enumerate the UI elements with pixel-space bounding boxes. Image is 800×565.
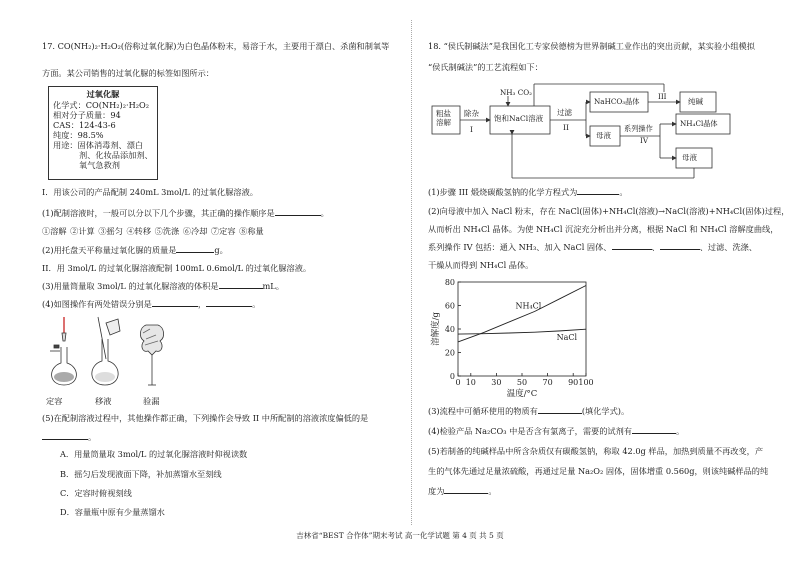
- leak-test-flask-icon: [140, 325, 163, 385]
- q17-steps: ①溶解 ②计算 ③摇匀 ④转移 ⑤洗涤 ⑥冷却 ⑦定容 ⑧称量: [42, 226, 264, 236]
- y-tick-label: 60: [444, 301, 455, 311]
- q18-3-end: (填化学式)。: [581, 406, 630, 416]
- product-label: [48, 86, 158, 180]
- label-formula: 化学式：CO(NH₂)₂·H₂O₂: [53, 100, 150, 110]
- column-divider: [411, 20, 412, 525]
- q17-5-end: 。: [88, 432, 97, 442]
- flow-impurity-step: I: [470, 125, 473, 134]
- q17-4: [42, 299, 260, 309]
- q18-intro-line2: “侯氏制碱法”的工艺流程如下：: [428, 62, 543, 72]
- q18-5-text: 度为: [428, 486, 445, 496]
- process-flow-diagram: [428, 78, 748, 188]
- flow-nahco3: NaHCO₃晶体: [594, 97, 640, 106]
- flow-crude-2: 溶解: [436, 118, 451, 127]
- q17-1-blank[interactable]: [275, 215, 321, 216]
- flow-crude-1: 粗盐: [436, 109, 451, 118]
- flow-series: 系列操作: [624, 124, 653, 133]
- x-tick-label: 0: [455, 378, 461, 387]
- flow-filter: 过滤: [557, 108, 572, 117]
- option-d[interactable]: D．容量瓶中原有少量蒸馏水: [60, 507, 165, 517]
- q17-3: [42, 281, 284, 291]
- flow-mother-2: 母液: [682, 153, 697, 162]
- flow-saturated: 饱和NaCl溶液: [494, 114, 544, 123]
- flow-gases: NH₃ CO₂: [500, 88, 532, 97]
- q17-4-blank-2[interactable]: [206, 306, 252, 307]
- q18-1-text: (1)步骤 III 煅烧碳酸氢钠的化学方程式为: [428, 187, 578, 197]
- flow-soda: 纯碱: [688, 97, 703, 106]
- q18-5-end: 。: [488, 486, 497, 496]
- q18-5-line1: (5)若制备的纯碱样品中所含杂质仅有碳酸氢钠，称取 42.0g 样品，加热到质量不再改变，产: [428, 446, 764, 456]
- q18-1-end: 。: [619, 187, 628, 197]
- label-use-2: 剂、化妆品添加剂、: [79, 150, 153, 160]
- flow-step-3: III: [658, 92, 667, 101]
- dropper-flask-icon: [50, 317, 76, 385]
- q17-intro-line1: 17. CO(NH₂)₂·H₂O₂(俗称过氧化脲)为白色晶体粉末，易溶于水，主要用于漂白、杀菌和制氧等: [42, 41, 390, 51]
- q18-2-line1: (2)向母液中加入 NaCl 粉末，存在 NaCl(固体)+NH₄Cl(溶液)→NaCl(溶液)+NH₄Cl(固体)过程，: [428, 206, 790, 216]
- q17-3-text: (3)用量筒量取 3mol/L 的过氧化脲溶液的体积是: [42, 281, 219, 291]
- flow-nh4cl: NH₄Cl晶体: [680, 119, 718, 128]
- q17-4-end: 。: [252, 299, 261, 309]
- flow-mother-1: 母液: [596, 131, 611, 140]
- option-c[interactable]: C．定容时俯视刻线: [60, 488, 132, 498]
- fig-label-yiye: 移液: [95, 396, 112, 406]
- label-cas: CAS：124-43-6: [53, 120, 116, 130]
- label-mass: 相对分子质量：94: [53, 110, 121, 120]
- q17-2-text: (2)用托盘天平称量过氧化脲的质量是: [42, 245, 177, 255]
- y-tick-label: 20: [444, 348, 455, 358]
- label-purity: 纯度：98.5%: [53, 130, 104, 140]
- x-tick-label: 10: [465, 378, 476, 387]
- q18-4-end: 。: [675, 426, 685, 436]
- solubility-chart: [428, 272, 608, 400]
- x-tick-label: 100: [578, 378, 594, 387]
- option-b[interactable]: B．摇匀后发现液面下降，补加蒸馏水至刻线: [60, 469, 222, 479]
- q18-4: [428, 426, 684, 436]
- q18-2-blank-2[interactable]: [660, 249, 700, 250]
- y-tick-label: 40: [444, 325, 455, 334]
- q18-3: [428, 406, 629, 416]
- apparatus-figure: [42, 315, 182, 395]
- x-tick-label: 50: [516, 378, 528, 387]
- q17-5-answer: [42, 432, 96, 442]
- flow-series-step: IV: [640, 136, 649, 145]
- q17-2-blank[interactable]: [176, 252, 214, 253]
- q17-1-text: (1)配制溶液时，一般可以分以下几个步骤，其正确的操作顺序是: [42, 208, 275, 218]
- q17-1-end: 。: [320, 208, 329, 218]
- q18-2-line2: 从而析出 NH₄Cl 晶体。为使 NH₄Cl 沉淀充分析出并分离，根据 NaCl 和 NH₄Cl 溶解度曲线，: [428, 224, 779, 234]
- q17-5: (5)在配制溶液过程中，其他操作都正确，下列操作会导致 II 中所配制的溶液浓度偏低的是: [42, 413, 369, 423]
- q18-2-line4: 干燥从而得到 NH₄Cl 晶体。: [428, 260, 534, 270]
- q18-4-text: (4)检验产品 Na₂CO₃ 中是否含有氯离子，需要的试剂有: [428, 426, 632, 436]
- q17-2: [42, 245, 228, 255]
- q18-3-text: (3)流程中可循环使用的物质有: [428, 406, 538, 416]
- chart-frame: [458, 282, 586, 376]
- x-tick-label: 30: [491, 378, 502, 387]
- q18-intro-line1: 18. “侯氏制碱法”是我国化工专家侯德榜为世界制碱工业作出的突出贡献，某实验小组模拟: [428, 41, 755, 51]
- fig-label-yanlou: 验漏: [143, 396, 160, 406]
- label-use-1: 用途：固体消毒剂、漂白: [53, 140, 144, 150]
- q18-5-blank[interactable]: [444, 493, 488, 494]
- label-title: 过氧化脲: [86, 89, 120, 99]
- q18-5-line3: [428, 486, 497, 496]
- y-tick-label: 0: [449, 372, 455, 381]
- q18-2-blank-1[interactable]: [612, 249, 652, 250]
- q17-intro-line2: 方面。某公司销售的过氧化脲的标签如图所示：: [42, 68, 214, 78]
- q18-2-sep: 、: [651, 242, 660, 252]
- x-tick-label: 90: [568, 378, 579, 387]
- q17-4-text: (4)如图操作有两处错误分别是: [42, 299, 152, 309]
- x-tick-label: 70: [542, 378, 553, 387]
- q17-4-blank-1[interactable]: [152, 306, 198, 307]
- q18-2-text: 系列操作 IV 包括：通入 NH₃、加入 NaCl 固体、: [428, 242, 612, 252]
- q18-2-tail: 、过滤、洗涤、: [699, 242, 758, 252]
- y-axis-label: 溶解度/g: [431, 312, 441, 346]
- part-1-heading: I．用该公司的产品配制 240mL 3mol/L 的过氧化脲溶液。: [42, 187, 258, 197]
- part-2-heading: II．用 3mol/L 的过氧化脲溶液配制 100mL 0.6mol/L 的过氧化脲溶液。: [42, 263, 312, 273]
- q17-1: [42, 208, 329, 218]
- q18-1-blank[interactable]: [577, 194, 619, 195]
- transfer-flask-icon: [92, 317, 120, 385]
- q17-3-blank[interactable]: [219, 288, 263, 289]
- q17-2-unit: g。: [214, 245, 228, 255]
- q18-5-line2: 生的气体先通过足量浓硫酸，再通过足量 Na₂O₂ 固体，固体增重 0.560g，则该纯碱样品的纯: [428, 466, 769, 476]
- flow-filter-step: II: [563, 123, 569, 132]
- option-a[interactable]: A．用量筒量取 3mol/L 的过氧化脲溶液时仰视读数: [60, 449, 248, 459]
- flow-impurity: 除杂: [464, 109, 479, 118]
- q17-3-unit: mL。: [262, 281, 284, 291]
- page-footer: 吉林省“BEST 合作体”期末考试 高一化学试题 第 4 页 共 5 页: [296, 531, 504, 540]
- q17-5-blank[interactable]: [42, 439, 88, 440]
- q18-4-blank[interactable]: [632, 433, 676, 434]
- y-tick-label: 80: [444, 278, 455, 287]
- q18-2-line3: [428, 242, 757, 252]
- x-axis-label: 温度/°C: [506, 389, 538, 399]
- series-label-0: NH₄Cl: [515, 301, 542, 311]
- series-label-1: NaCl: [556, 333, 578, 343]
- q18-1: [428, 187, 628, 197]
- label-use-3: 氧气急救剂: [79, 160, 120, 170]
- q18-3-blank[interactable]: [538, 413, 582, 414]
- q17-4-sep: ，: [197, 299, 207, 309]
- fig-label-dingrong: 定容: [46, 396, 63, 406]
